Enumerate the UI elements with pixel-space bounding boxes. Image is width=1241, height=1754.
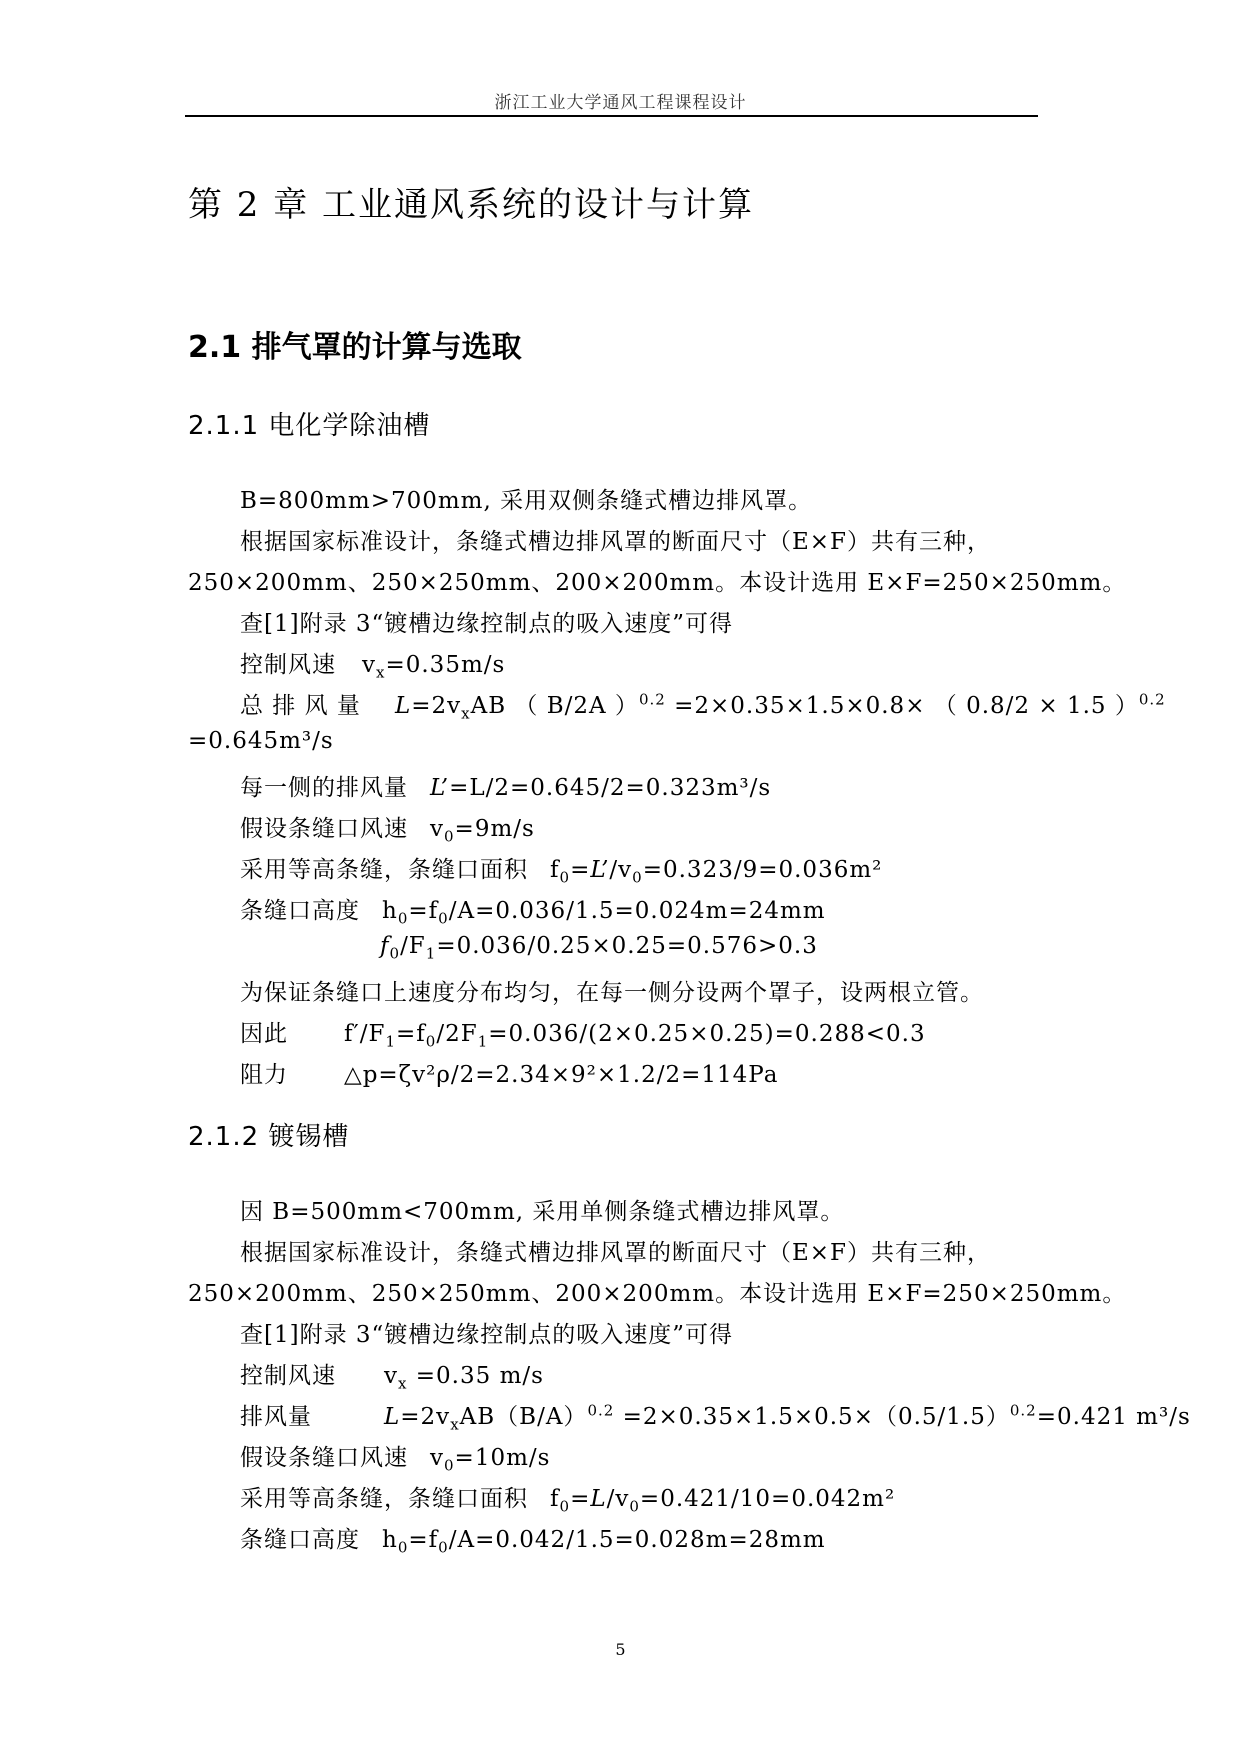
paragraph: 根据国家标准设计，条缝式槽边排风罩的断面尺寸（E×F）共有三种， bbox=[240, 529, 992, 555]
slot-area-line: 采用等高条缝，条缝口面积 $f_0=L’/v_0=0.323/9=0.036m^2$ bbox=[240, 857, 883, 887]
chapter-title: 第 2 章 工业通风系统的设计与计算 bbox=[188, 185, 755, 225]
total-exhaust-result: =0.645m³/s bbox=[188, 728, 334, 754]
paragraph: 根据国家标准设计，条缝式槽边排风罩的断面尺寸（E×F）共有三种， bbox=[240, 1240, 992, 1266]
paragraph: 250×200mm、250×250mm、200×200mm。本设计选用 E×F=250×250mm。 bbox=[188, 570, 1127, 596]
paragraph: 为保证条缝口上速度分布均匀，在每一侧分设两个罩子，设两根立管。 bbox=[240, 980, 984, 1006]
total-exhaust-line: 总 排 风 量 $L=2v_xAB$ （ B/2A ）$^{0.2}$ =2×0.35×1.5×0.8× （ 0.8/2 × 1.5 ）$^{0.2}$ bbox=[240, 690, 1166, 723]
paragraph: 250×200mm、250×250mm、200×200mm。本设计选用 E×F=250×250mm。 bbox=[188, 1281, 1127, 1307]
exhaust-line: 排风量 $L=2v_xAB(B/A)^{0.2} =2\times 0.35\times 1.5\times 0.5\times(0.5/1.5)^{0.2}=0.421$ m³/s bbox=[240, 1401, 1191, 1434]
running-header: 浙江工业大学通风工程课程设计 bbox=[494, 93, 747, 113]
control-velocity-line: 控制风速 $v_x=0.35m/s$ bbox=[240, 652, 506, 682]
paragraph: 查[1]附录 3“镀槽边缘控制点的吸入速度”可得 bbox=[240, 1322, 734, 1348]
paragraph: 因 B=500mm<700mm, 采用单侧条缝式槽边排风罩。 bbox=[240, 1199, 845, 1225]
slot-velocity-line: 假设条缝口风速 $v_0=10m/s$ bbox=[240, 1445, 551, 1475]
subsection-title-2-1-2: 2.1.2 镀锡槽 bbox=[188, 1122, 350, 1152]
header-rule bbox=[185, 115, 1038, 117]
per-side-exhaust-line: 每一侧的排风量 L’=L/2=0.645/2=0.323m³/s bbox=[240, 775, 772, 801]
page-number: 5 bbox=[615, 1640, 626, 1659]
subsection-title-2-1-1: 2.1.1 电化学除油槽 bbox=[188, 411, 431, 441]
section-title: 2.1 排气罩的计算与选取 bbox=[188, 330, 522, 365]
control-velocity-line: 控制风速 $v_x =0.35$ m/s bbox=[240, 1363, 544, 1393]
paragraph: 查[1]附录 3“镀槽边缘控制点的吸入速度”可得 bbox=[240, 611, 734, 637]
slot-velocity-line: 假设条缝口风速 $v_0=9m/s$ bbox=[240, 816, 535, 846]
resistance-line: 阻力 △p=ζv²ρ/2=2.34×9²×1.2/2=114Pa bbox=[240, 1062, 779, 1088]
slot-height-line: 条缝口高度 $h_0=f_0/A=0.042/1.5=0.028m=28mm$ bbox=[240, 1527, 826, 1557]
area-ratio-line: $f_0/F_1=0.036/0.25\times 0.25=0.576>0.3$ bbox=[380, 933, 818, 963]
slot-height-line: 条缝口高度 $h_0=f_0/A=0.036/1.5=0.024m=24mm$ bbox=[240, 898, 826, 928]
therefore-line: 因此 $f'/F_1=f_0/2F_1=0.036/(2\times 0.25\times 0.25)=0.288<0.3$ bbox=[240, 1021, 926, 1051]
slot-area-line: 采用等高条缝，条缝口面积 $f_0=L/v_0=0.421/10=0.042m^2$ bbox=[240, 1486, 896, 1516]
paragraph: B=800mm>700mm, 采用双侧条缝式槽边排风罩。 bbox=[240, 488, 813, 514]
